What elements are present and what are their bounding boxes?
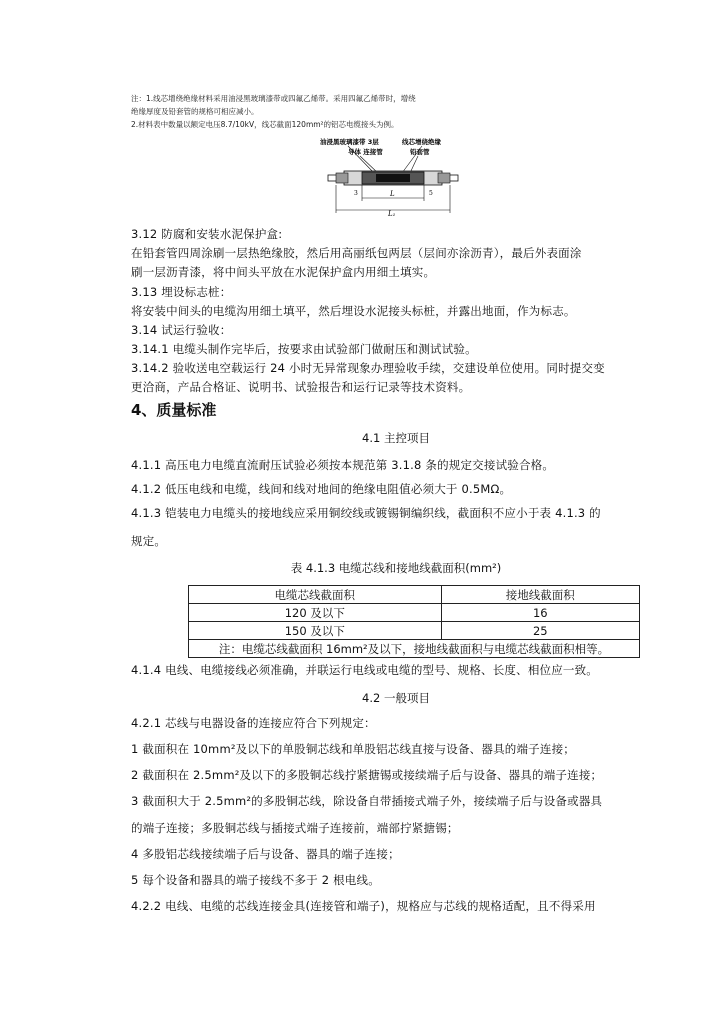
item-3-line-2: 的端子连接；多股铜芯线与插接式端子连接前，端部拧紧搪锡；	[131, 821, 459, 835]
section-4-1-subheading: 4.1 主控项目	[362, 431, 430, 445]
item-3-line-1: 3 截面积大于 2.5mm²的多股铜芯线，除设备自带插接式端子外，接续端子后与设备或器具	[131, 794, 603, 808]
figure-label-3: 铅套管	[410, 148, 430, 156]
table-cell: 25	[441, 622, 639, 640]
cable-body	[328, 171, 458, 185]
item-4: 4 多股铝芯线接续端子后与设备、器具的端子连接；	[131, 847, 400, 861]
section-4-1-3-line-1: 4.1.3 铠装电力电缆头的接地线应采用铜绞线或镀锡铜编织线，截面积不应小于表 4.1.3 的	[131, 506, 601, 520]
section-3-13-line-1: 将安装中间头的电缆沟用细土填平，然后埋设水泥接头标桩，并露出地面，作为标志。	[131, 304, 576, 318]
section-4-1-3-line-2: 规定。	[131, 534, 167, 548]
section-4-1-4: 4.1.4 电线、电缆接线必须准确，并联运行电线或电缆的型号、规格、长度、相位应一致。	[131, 663, 599, 677]
table-header-row	[189, 586, 640, 604]
table-note-row	[189, 640, 640, 658]
item-2: 2 截面积在 2.5mm²及以下的多股铜芯线拧紧搪锡或接续端子后与设备、器具的端子连接；	[131, 768, 603, 782]
section-4-1-2: 4.1.2 低压电线和电缆，线间和线对地间的绝缘电阻值必须大于 0.5MΩ。	[131, 482, 512, 496]
dimension-L1: L₁	[388, 210, 396, 217]
section-3-13-title: 3.13 埋设标志桩：	[131, 285, 232, 299]
section-3-14-1: 3.14.1 电缆头制作完毕后，按要求由试验部门做耐压和测试试验。	[131, 342, 477, 356]
table-cell: 16	[441, 604, 639, 622]
section-4-2-1: 4.2.1 芯线与电器设备的连接应符合下列规定：	[131, 716, 376, 730]
table-caption: 表 4.1.3 电缆芯线和接地线截面积(mm²)	[290, 561, 502, 575]
table-row	[189, 604, 640, 622]
dimension-5: 5	[429, 190, 433, 197]
table-row	[189, 622, 640, 640]
table-cell: 150 及以下	[189, 622, 442, 640]
figure-label-2: 线芯增绕绝缘	[402, 138, 441, 146]
table-header-cell: 电缆芯线截面积	[189, 586, 442, 604]
figure-label-1: 油浸黑玻璃漆带 3层	[320, 138, 379, 146]
item-1: 1 截面积在 10mm²及以下的单股铜芯线和单股铝芯线直接与设备、器具的端子连接；	[131, 742, 575, 756]
table-cell: 120 及以下	[189, 604, 442, 622]
section-4-1-1: 4.1.1 高压电力电缆直流耐压试验必须按本规范第 3.1.8 条的规定交接试验合格。	[131, 458, 555, 472]
note-line-3: 2.材料表中数量以额定电压8.7/10kV，线芯截面120mm²的铝芯电缆接头为例。	[131, 120, 399, 129]
section-3-14-title: 3.14 试运行验收：	[131, 323, 232, 337]
table-header-cell: 接地线截面积	[441, 586, 639, 604]
section-3-14-2-line-1: 3.14.2 验收送电空载运行 24 小时无异常现象办理验收手续，交建设单位使用。同时提交变	[131, 361, 605, 375]
cross-section-table	[188, 585, 640, 658]
cable-joint-diagram	[318, 135, 468, 217]
note-line-1: 注：1.线芯增绕绝缘材料采用油浸黑玻璃漆带或四氟乙烯带。采用四氟乙烯带时，增绕	[131, 94, 416, 103]
table-note: 注：电缆芯线截面积 16mm²及以下，接地线截面积与电缆芯线截面积相等。	[189, 640, 640, 658]
section-3-14-2-line-2: 更洽商，产品合格证、说明书、试验报告和运行记录等技术资料。	[131, 380, 471, 394]
item-5: 5 每个设备和器具的端子接线不多于 2 根电线。	[131, 873, 380, 887]
section-4-2-subheading: 4.2 一般项目	[362, 691, 430, 705]
note-line-2: 绝缘厚度及铅套管的规格可相应减小。	[131, 107, 259, 116]
dimension-L: L	[390, 190, 395, 198]
section-3-12-line-2: 刷一层沥青漆，将中间头平放在水泥保护盒内用细土填实。	[131, 265, 436, 279]
dimension-3: 3	[354, 190, 358, 197]
section-3-12-title: 3.12 防腐和安装水泥保护盒:	[131, 227, 283, 241]
section-4-2-2: 4.2.2 电线、电缆的芯线连接金具(连接管和端子)，规格应与芯线的规格适配，且不得采用	[131, 899, 596, 913]
section-3-12-line-1: 在铅套管四周涂刷一层热绝缘胶，然后用高丽纸包两层（层间亦涂沥青），最后外表面涂	[131, 246, 582, 260]
section-4-heading: 4、质量标准	[131, 401, 217, 419]
figure-label-4: 导体 连接管	[348, 148, 383, 156]
